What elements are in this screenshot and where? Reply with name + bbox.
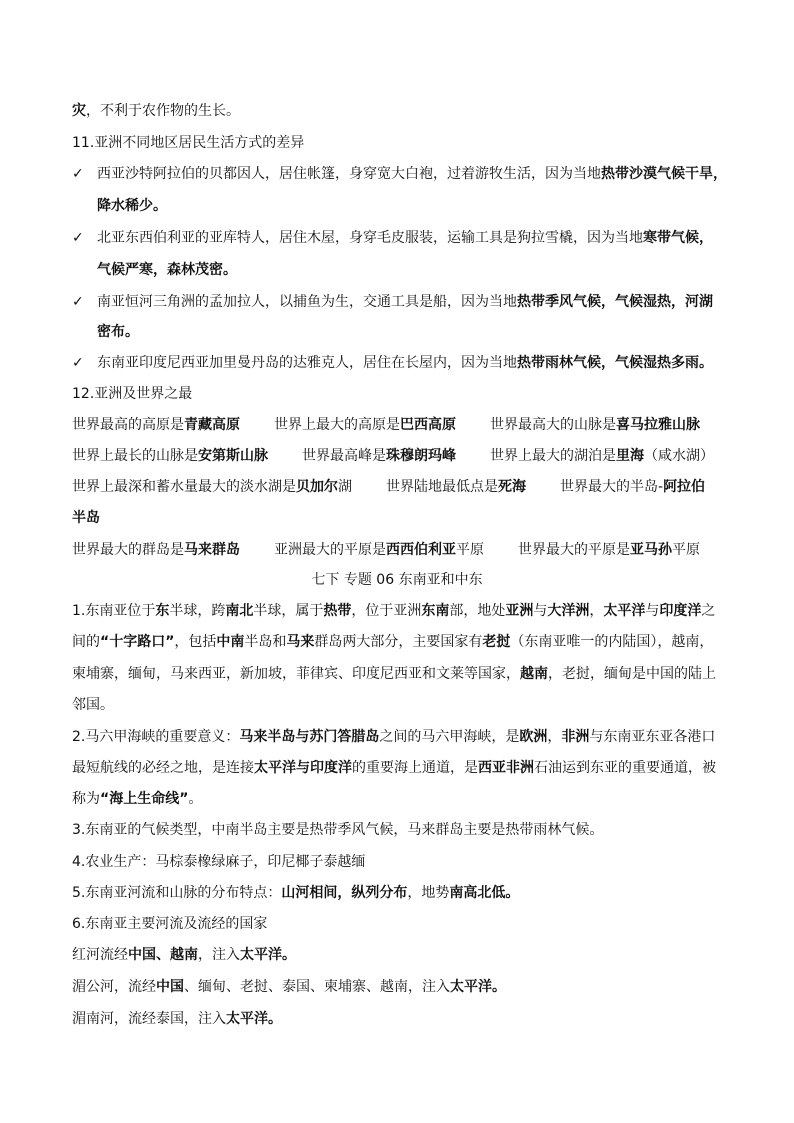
bold-text: 贝加尔	[296, 479, 338, 495]
paragraph-line: 4.农业生产：马棕泰橡绿麻子，印尼椰子泰越缅	[72, 854, 366, 870]
bold-text: 南北	[225, 603, 254, 619]
bold-text: 降水稀少。	[97, 198, 167, 214]
text: 半球，属于	[253, 603, 324, 619]
text: 部，地处	[449, 603, 506, 619]
text: 半球，跨	[169, 603, 226, 619]
text: 2.马六甲海峡的重要意义：	[72, 729, 240, 745]
bullet-line	[97, 196, 167, 216]
text: 世界最高大的山脉是	[490, 417, 616, 433]
text: 世界最大的平原是	[518, 542, 630, 558]
paragraph-line	[72, 883, 519, 903]
paragraph-line	[72, 1009, 282, 1029]
superlative-row	[72, 415, 700, 435]
bold-text: 中国	[156, 979, 184, 995]
text: 群岛两大部分，主要国家有	[314, 634, 483, 650]
bold-text: 寒带气候，	[643, 230, 713, 246]
text: 1.东南亚位于	[72, 603, 156, 619]
bold-text: 太平洋	[603, 603, 646, 619]
text: 世界最大的群岛是	[72, 542, 184, 558]
paragraph-line	[72, 664, 716, 684]
section-title: 七下 专题 06 东南亚和中东	[311, 572, 483, 588]
bold-text: 非洲	[561, 729, 590, 745]
text: 与	[645, 603, 660, 619]
bold-text: 老挝	[482, 634, 511, 650]
text: ，位于亚洲	[351, 603, 422, 619]
text: ，	[547, 729, 562, 745]
text: 红河流经	[72, 947, 128, 963]
text: 亚洲最大的平原是	[274, 542, 386, 558]
bold-text: 马来	[286, 634, 315, 650]
paragraph-line	[72, 601, 715, 621]
bold-text: 太平洋。	[450, 979, 506, 995]
text: 西亚沙特阿拉伯的贝都因人，居住帐篷，身穿宽大白袍，过着游牧生活，因为当地	[97, 166, 601, 182]
text: 南亚恒河三角洲的孟加拉人，以捕鱼为生，交通工具是船，因为当地	[97, 294, 517, 310]
text: ，老挝，缅甸是中国的陆上	[548, 666, 716, 682]
bold-text: 太平洋。	[240, 947, 296, 963]
section-heading-11: 11.亚洲不同地区居民生活方式的差异	[72, 135, 305, 151]
superlative-row	[72, 446, 714, 466]
text: （东南亚唯一的内陆国），越南，	[510, 634, 714, 650]
superlative-row	[72, 540, 700, 560]
bold-text: 南高北低。	[449, 885, 520, 901]
bold-text: “海上生命线”	[100, 791, 189, 807]
text: 湄公河，流经	[72, 979, 156, 995]
text: 世界最高的高原是	[72, 417, 184, 433]
bold-text: 密布。	[97, 324, 139, 340]
paragraph-line	[72, 101, 240, 121]
paragraph-line: 3.东南亚的气候类型，中南半岛主要是热带季风气候，马来群岛主要是热带雨林气候。	[72, 822, 604, 838]
text: 半岛和	[244, 634, 287, 650]
bold-text: 东南	[421, 603, 450, 619]
bold-text: 中国、越南	[128, 947, 198, 963]
bullet-line	[97, 292, 713, 312]
paragraph-heading: 6.东南亚主要河流及流经的国家	[72, 916, 268, 932]
text: 平原	[672, 542, 700, 558]
text: 间的	[72, 634, 100, 650]
text: 世界最高峰是	[302, 448, 386, 464]
paragraph-line	[72, 977, 506, 997]
text: 与东南亚东亚各港口	[589, 729, 716, 745]
bold-text: 亚洲	[505, 603, 534, 619]
bold-text: 喜马拉雅山脉	[616, 417, 700, 433]
bullet-line	[97, 322, 139, 342]
check-icon: ✓	[72, 230, 84, 246]
bold-text: 热带雨林气候，气候湿热多雨。	[517, 355, 713, 371]
paragraph-line	[72, 758, 716, 778]
text: 世界最大的半岛-	[560, 479, 664, 495]
bold-text: 中南	[216, 634, 245, 650]
bold-text: 气候严寒，森林茂密。	[97, 262, 237, 278]
bold-text: 大洋洲	[547, 603, 590, 619]
bold-text: 山河相间，纵列分布	[281, 885, 408, 901]
text: 称为	[72, 791, 100, 807]
section-heading-12: 12.亚洲及世界之最	[72, 386, 193, 402]
bold-text: 热带	[323, 603, 352, 619]
check-icon: ✓	[72, 166, 84, 182]
bullet-line	[97, 260, 237, 280]
text: 5.东南亚河流和山脉的分布特点：	[72, 885, 282, 901]
bold-text: 太平洋与印度洋	[254, 760, 352, 776]
text: 最短航线的必经之地，是连接	[72, 760, 254, 776]
text: 湖	[338, 479, 352, 495]
text: ，地势	[407, 885, 450, 901]
bold-text: 越南	[520, 666, 548, 682]
text: 世界上最大的高原是	[274, 417, 400, 433]
text: ，	[589, 603, 604, 619]
text: 世界上最深和蓄水量最大的淡水湖是	[72, 479, 296, 495]
paragraph-line	[72, 632, 713, 652]
bold-text: 印度洋	[659, 603, 702, 619]
bullet-line	[97, 228, 713, 248]
paragraph-line	[72, 789, 202, 809]
text: 世界上最大的湖泊是	[490, 448, 616, 464]
bold-text: 半岛	[72, 510, 100, 526]
text: 与	[533, 603, 548, 619]
bold-text: 太平洋。	[226, 1011, 282, 1027]
bold-text: 马来群岛	[184, 542, 240, 558]
bold-text: 巴西高原	[400, 417, 456, 433]
bold-text: 里海	[616, 448, 644, 464]
superlative-row	[72, 477, 705, 497]
paragraph-line	[72, 945, 296, 965]
check-icon: ✓	[72, 355, 84, 371]
superlative-row	[72, 508, 100, 528]
text: 之	[701, 603, 716, 619]
bold-text: 青藏高原	[184, 417, 240, 433]
text: 世界陆地最低点是	[386, 479, 498, 495]
bold-text: 安第斯山脉	[198, 448, 268, 464]
text: （咸水湖）	[644, 448, 714, 464]
bold-text: 西西伯利亚	[386, 542, 456, 558]
bold-text: 东	[155, 603, 170, 619]
text: 东南亚印度尼西亚加里曼丹岛的达雅克人，居住在长屋内，因为当地	[97, 355, 517, 371]
bold-text: 珠穆朗玛峰	[386, 448, 456, 464]
bullet-line	[97, 164, 727, 184]
text: ，注入	[198, 947, 240, 963]
text: ，不利于农作物的生长。	[86, 103, 240, 119]
check-icon: ✓	[72, 294, 84, 310]
paragraph-line: 邻国。	[72, 697, 114, 713]
bold-text: 欧洲	[519, 729, 548, 745]
paragraph-line	[72, 727, 715, 747]
text: 北亚东西伯利亚的亚库特人，居住木屋，身穿毛皮服装，运输工具是狗拉雪橇，因为当地	[97, 230, 643, 246]
bold-text: 死海	[498, 479, 526, 495]
bullet-line	[97, 353, 713, 373]
text: 柬埔寨，缅甸，马来西亚，新加坡，菲律宾、印度尼西亚和文莱等国家，	[72, 666, 520, 682]
bold-text: 阿拉伯	[663, 479, 706, 495]
text: 湄南河，流经泰国，注入	[72, 1011, 226, 1027]
bold-text: 马来半岛与苏门答腊岛	[239, 729, 380, 745]
text: 之间的马六甲海峡，是	[379, 729, 520, 745]
text: 的重要海上通道，是	[352, 760, 478, 776]
bold-text: “十字路口”	[100, 634, 175, 650]
text: 、缅甸、老挝、泰国、柬埔寨、越南，注入	[184, 979, 450, 995]
text: 世界上最长的山脉是	[72, 448, 198, 464]
bold-text: 西亚非洲	[478, 760, 534, 776]
text: 。	[188, 791, 203, 807]
bold-text: 热带季风气候，气候湿热，河湖	[517, 294, 713, 310]
bold-text: 亚马孙	[630, 542, 672, 558]
bold-text: 灾	[72, 103, 86, 119]
text: ，包括	[174, 634, 217, 650]
text: 平原	[456, 542, 484, 558]
text: 石油运到东亚的重要通道，被	[534, 760, 716, 776]
bold-text: 热带沙漠气候干旱，	[601, 166, 727, 182]
